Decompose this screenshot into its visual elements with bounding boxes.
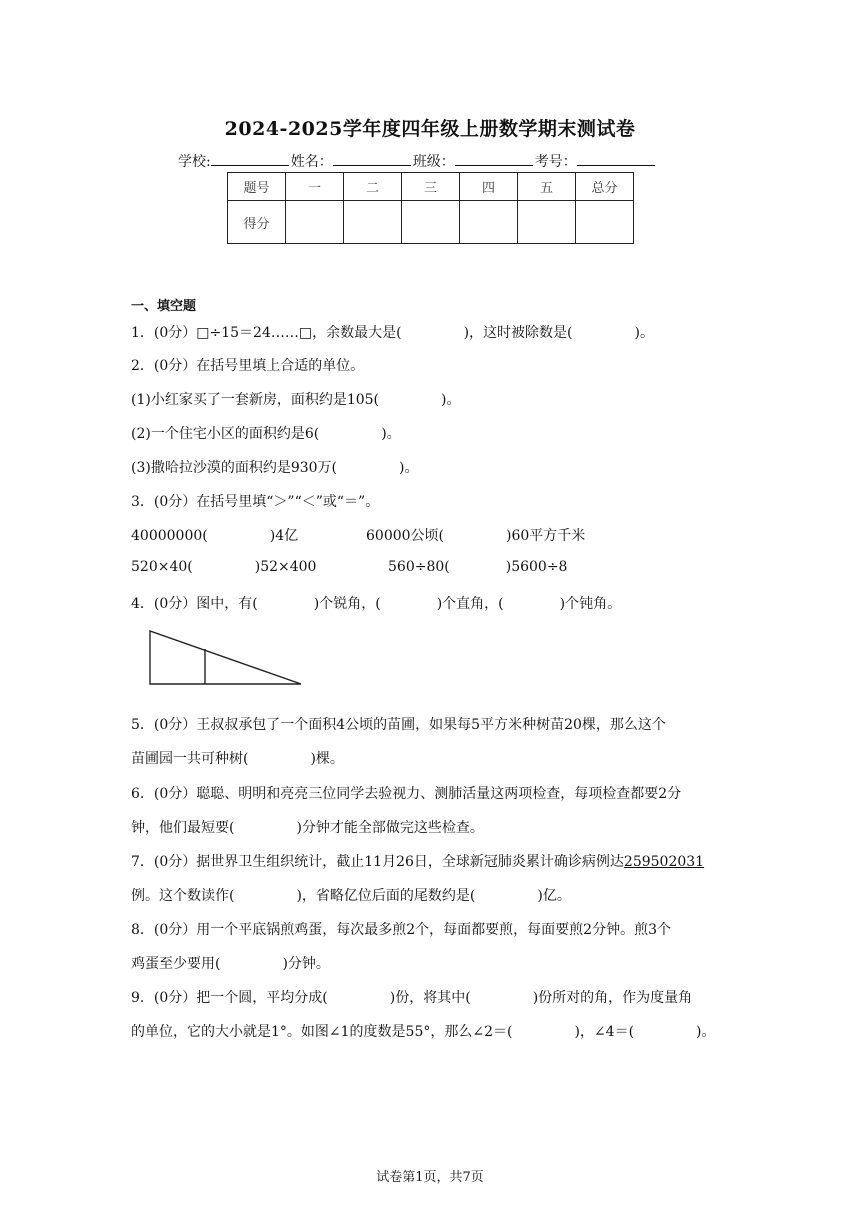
triangle-figure xyxy=(144,627,306,689)
question-2-part-1 xyxy=(131,389,460,409)
q7-text-d: )亿。 xyxy=(537,888,571,904)
score-table-header-cell: 一 xyxy=(286,173,344,201)
q1-text-a: 1．(0分）□÷15＝24……□，余数最大是( xyxy=(131,325,402,341)
q2-p1-text-b: )。 xyxy=(441,392,461,408)
q9-text-e: )，∠4＝( xyxy=(574,1024,635,1040)
q9-text-f: )。 xyxy=(696,1024,716,1040)
q1-text-b: )，这时被除数是( xyxy=(463,325,573,341)
question-4 xyxy=(131,593,621,613)
score-row-label: 得分 xyxy=(228,201,286,244)
score-table-header-cell: 四 xyxy=(460,173,518,201)
class-blank[interactable] xyxy=(455,153,533,166)
q9-text-c: )份所对的角，作为度量角 xyxy=(532,990,693,1006)
score-cell[interactable] xyxy=(402,201,460,244)
q4-text-c: )个直角，( xyxy=(436,596,504,612)
q2-p3-text-b: )。 xyxy=(399,460,419,476)
q9-text-d: 的单位，它的大小就是1°。如图∠1的度数是55°，那么∠2＝( xyxy=(131,1024,513,1040)
student-info-line xyxy=(178,151,657,171)
exam-number-label: 考号： xyxy=(534,154,577,170)
q6-text-a: 钟，他们最短要( xyxy=(131,820,235,836)
q4-text-d: )个钝角。 xyxy=(559,596,622,612)
q3-r2-text-a: 520×40( xyxy=(131,559,193,575)
section-heading: 一、填空题 xyxy=(131,299,197,314)
score-table-header-cell: 三 xyxy=(402,173,460,201)
q5-text-a: 苗圃园一共可种树( xyxy=(131,751,249,767)
q5-text-b: )棵。 xyxy=(310,751,344,767)
q7-text-c: )，省略亿位后面的尾数约是( xyxy=(296,888,476,904)
q8-text-b: )分钟。 xyxy=(282,956,330,972)
q3-r2-text-c: 560÷80( xyxy=(388,559,450,575)
school-blank[interactable] xyxy=(211,153,289,166)
q7-underlined-number: 259502031 xyxy=(623,854,705,870)
question-3-row-2 xyxy=(131,559,316,575)
q3-r1-text-d: )60平方千米 xyxy=(506,528,586,544)
page-title: 2024-2025学年度四年级上册数学期末测试卷 xyxy=(224,118,636,140)
question-2-part-3 xyxy=(131,457,418,477)
score-cell[interactable] xyxy=(460,201,518,244)
score-table-header-row xyxy=(228,173,634,201)
q2-p2-text-b: )。 xyxy=(381,426,401,442)
q2-p3-text-a: (3)撒哈拉沙漠的面积约是930万( xyxy=(131,460,338,476)
right-triangle-shape xyxy=(150,631,301,684)
question-9-line-2 xyxy=(131,1021,716,1041)
score-table-header-cell: 总分 xyxy=(576,173,634,201)
q4-text-b: )个锐角，( xyxy=(313,596,381,612)
class-label: 班级： xyxy=(412,154,455,170)
q2-p1-text-a: (1)小红家买了一套新房，面积约是105( xyxy=(131,392,380,408)
question-1 xyxy=(131,322,654,342)
q2-p2-text-a: (2)一个住宅小区的面积约是6( xyxy=(131,426,320,442)
q7-text-a: 7．(0分）据世界卫生组织统计，截止11月26日，全球新冠肺炎累计确诊病例达 xyxy=(131,854,624,870)
score-cell[interactable] xyxy=(518,201,576,244)
q3-r1-text-b: )4亿 xyxy=(269,528,299,544)
question-7-line-1 xyxy=(131,851,704,871)
q3-r2-text-b: )52×400 xyxy=(254,559,317,575)
score-table xyxy=(227,172,634,244)
question-5-line-1: 5．(0分）王叔叔承包了一个面积4公顷的苗圃，如果每5平方米种树苗20棵，那么这个 xyxy=(131,717,666,733)
q7-text-b: 例。这个数读作( xyxy=(131,888,235,904)
question-6-line-2 xyxy=(131,817,484,837)
school-label: 学校: xyxy=(178,154,211,170)
exam-number-blank[interactable] xyxy=(577,153,655,166)
question-3-stem: 3．(0分）在括号里填“＞”“＜”或“＝”。 xyxy=(131,494,380,510)
score-table-header-cell: 五 xyxy=(518,173,576,201)
question-7-line-2 xyxy=(131,885,571,905)
q3-r2-text-d: )5600÷8 xyxy=(505,559,568,575)
name-label: 姓名： xyxy=(290,154,333,170)
question-8-line-2 xyxy=(131,953,330,973)
question-6-line-1: 6．(0分）聪聪、明明和亮亮三位同学去验视力、测肺活量这两项检查，每项检查都要2分 xyxy=(131,786,682,802)
q9-text-a: 9．(0分）把一个圆，平均分成( xyxy=(131,990,328,1006)
question-5-line-2 xyxy=(131,748,344,768)
question-9-line-1 xyxy=(131,987,692,1007)
question-3-row-1-right xyxy=(366,525,585,545)
q9-text-b: )份，将其中( xyxy=(389,990,471,1006)
score-cell[interactable] xyxy=(286,201,344,244)
q3-r1-text-a: 40000000( xyxy=(131,528,208,544)
score-table-score-row xyxy=(228,201,634,244)
q3-r1-text-c: 60000公顷( xyxy=(366,528,444,544)
q6-text-b: )分钟才能全部做完这些检查。 xyxy=(296,820,484,836)
score-table-header-cell: 二 xyxy=(344,173,402,201)
question-8-line-1: 8．(0分）用一个平底锅煎鸡蛋，每次最多煎2个，每面都要煎，每面要煎2分钟。煎3个 xyxy=(131,922,671,938)
q4-text-a: 4．(0分）图中，有( xyxy=(131,596,258,612)
question-2-stem: 2．(0分）在括号里填上合适的单位。 xyxy=(131,358,365,374)
score-table-header-cell: 题号 xyxy=(228,173,286,201)
score-cell[interactable] xyxy=(576,201,634,244)
page-footer: 试卷第1页，共7页 xyxy=(376,1170,484,1185)
question-3-row-1 xyxy=(131,525,298,545)
q1-text-c: )。 xyxy=(634,325,654,341)
score-cell[interactable] xyxy=(344,201,402,244)
name-blank[interactable] xyxy=(333,153,411,166)
q8-text-a: 鸡蛋至少要用( xyxy=(131,956,221,972)
question-2-part-2 xyxy=(131,423,401,443)
question-3-row-2-right xyxy=(388,559,567,575)
